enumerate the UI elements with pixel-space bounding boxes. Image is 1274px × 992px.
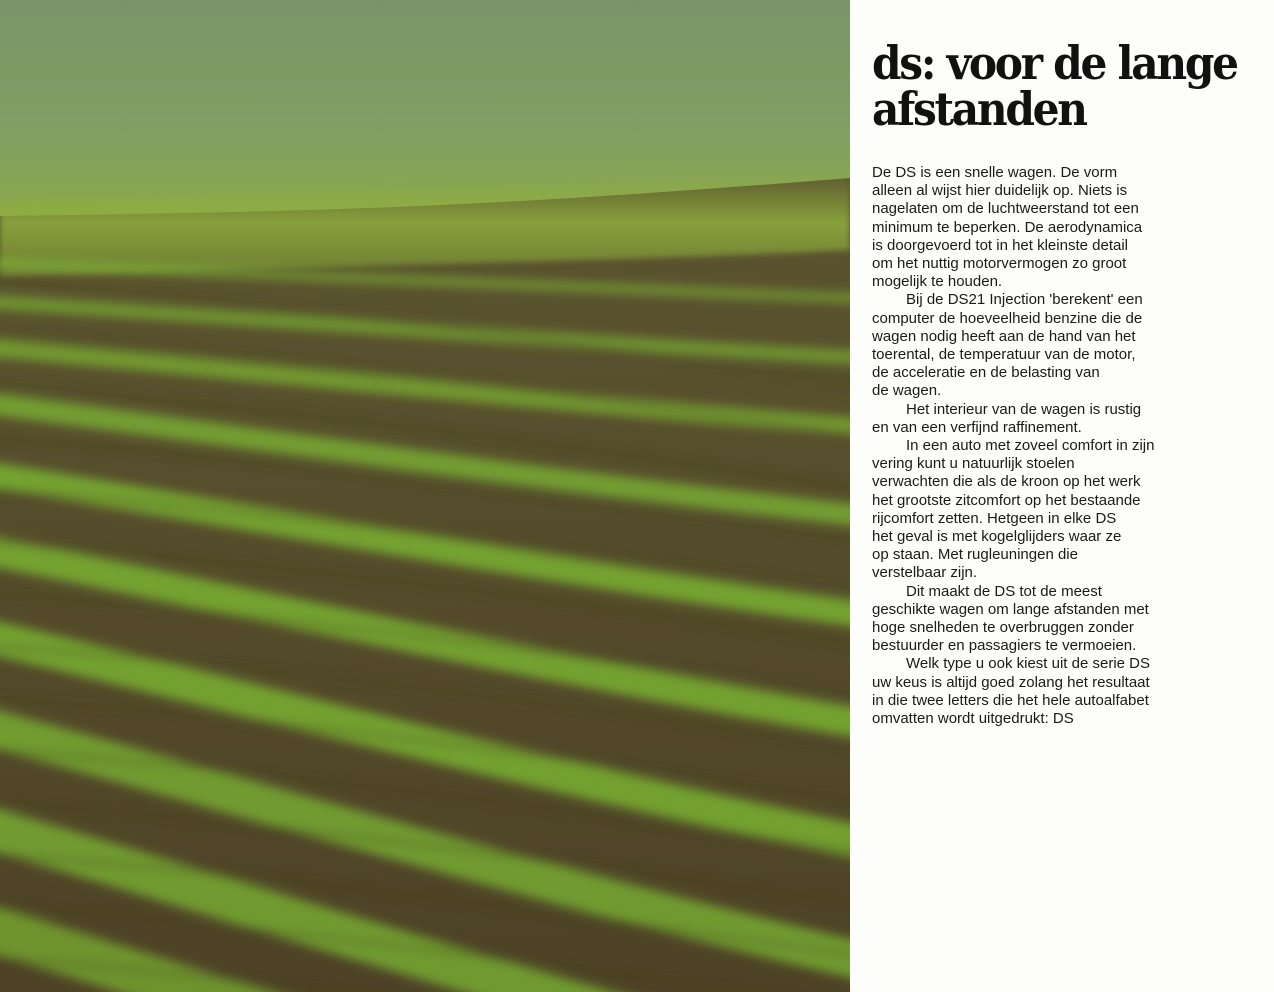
page-title: [872, 36, 1237, 136]
body-line: hoge snelheden te overbruggen zonder: [872, 619, 1134, 637]
body-line: is doorgevoerd tot in het kleinste detail: [872, 236, 1128, 254]
body-line: het geval is met kogelglijders waar ze: [872, 528, 1122, 546]
body-line: geschikte wagen om lange afstanden met: [872, 600, 1149, 618]
title-line: ds: voor de lange: [872, 36, 1237, 90]
body-line: Bij de DS21 Injection 'berekent' een: [906, 291, 1143, 309]
body-line: In een auto met zoveel comfort in zijn: [906, 437, 1155, 455]
body-line: bestuurder en passagiers te vermoeien.: [872, 637, 1137, 655]
body-line: de acceleratie en de belasting van: [872, 364, 1100, 382]
text-panel: [850, 0, 1274, 992]
body-line: uw keus is altijd goed zolang het resultaat: [872, 673, 1150, 691]
body-line: De DS is een snelle wagen. De vorm: [872, 164, 1118, 181]
body-line: computer de hoeveelheid benzine die de: [872, 309, 1143, 327]
body-copy: [872, 164, 1272, 728]
body-line: mogelijk te houden.: [872, 273, 1003, 291]
body-line: op staan. Met rugleuningen die: [872, 546, 1078, 564]
body-line: verstelbaar zijn.: [872, 564, 978, 582]
body-line: verwachten die als de kroon op het werk: [872, 473, 1141, 491]
body-line: Welk type u ook kiest uit de serie DS: [906, 655, 1150, 673]
body-line: om het nuttig motorvermogen zo groot: [872, 255, 1127, 273]
body-line: omvatten wordt uitgedrukt: DS: [872, 710, 1074, 728]
body-line: in die twee letters die het hele autoalfabet: [872, 691, 1149, 709]
body-line: en van een verfijnd raffinement.: [872, 418, 1082, 436]
body-line: Het interieur van de wagen is rustig: [906, 400, 1142, 418]
body-line: minimum te beperken. De aerodynamica: [872, 218, 1143, 236]
body-line: vering kunt u natuurlijk stoelen: [872, 455, 1075, 473]
body-line: de wagen.: [872, 382, 942, 400]
body-line: toerental, de temperatuur van de motor,: [872, 346, 1136, 364]
title-line: afstanden: [872, 82, 1086, 136]
body-line: rijcomfort zetten. Hetgeen in elke DS: [872, 509, 1117, 527]
body-line: wagen nodig heeft aan de hand van het: [872, 327, 1136, 345]
body-line: het grootste zitcomfort op het bestaande: [872, 491, 1141, 509]
body-line: nagelaten om de luchtweerstand tot een: [872, 200, 1139, 218]
body-line: alleen al wijst hier duidelijk op. Niets is: [872, 182, 1128, 200]
body-line: Dit maakt de DS tot de meest: [906, 582, 1102, 600]
